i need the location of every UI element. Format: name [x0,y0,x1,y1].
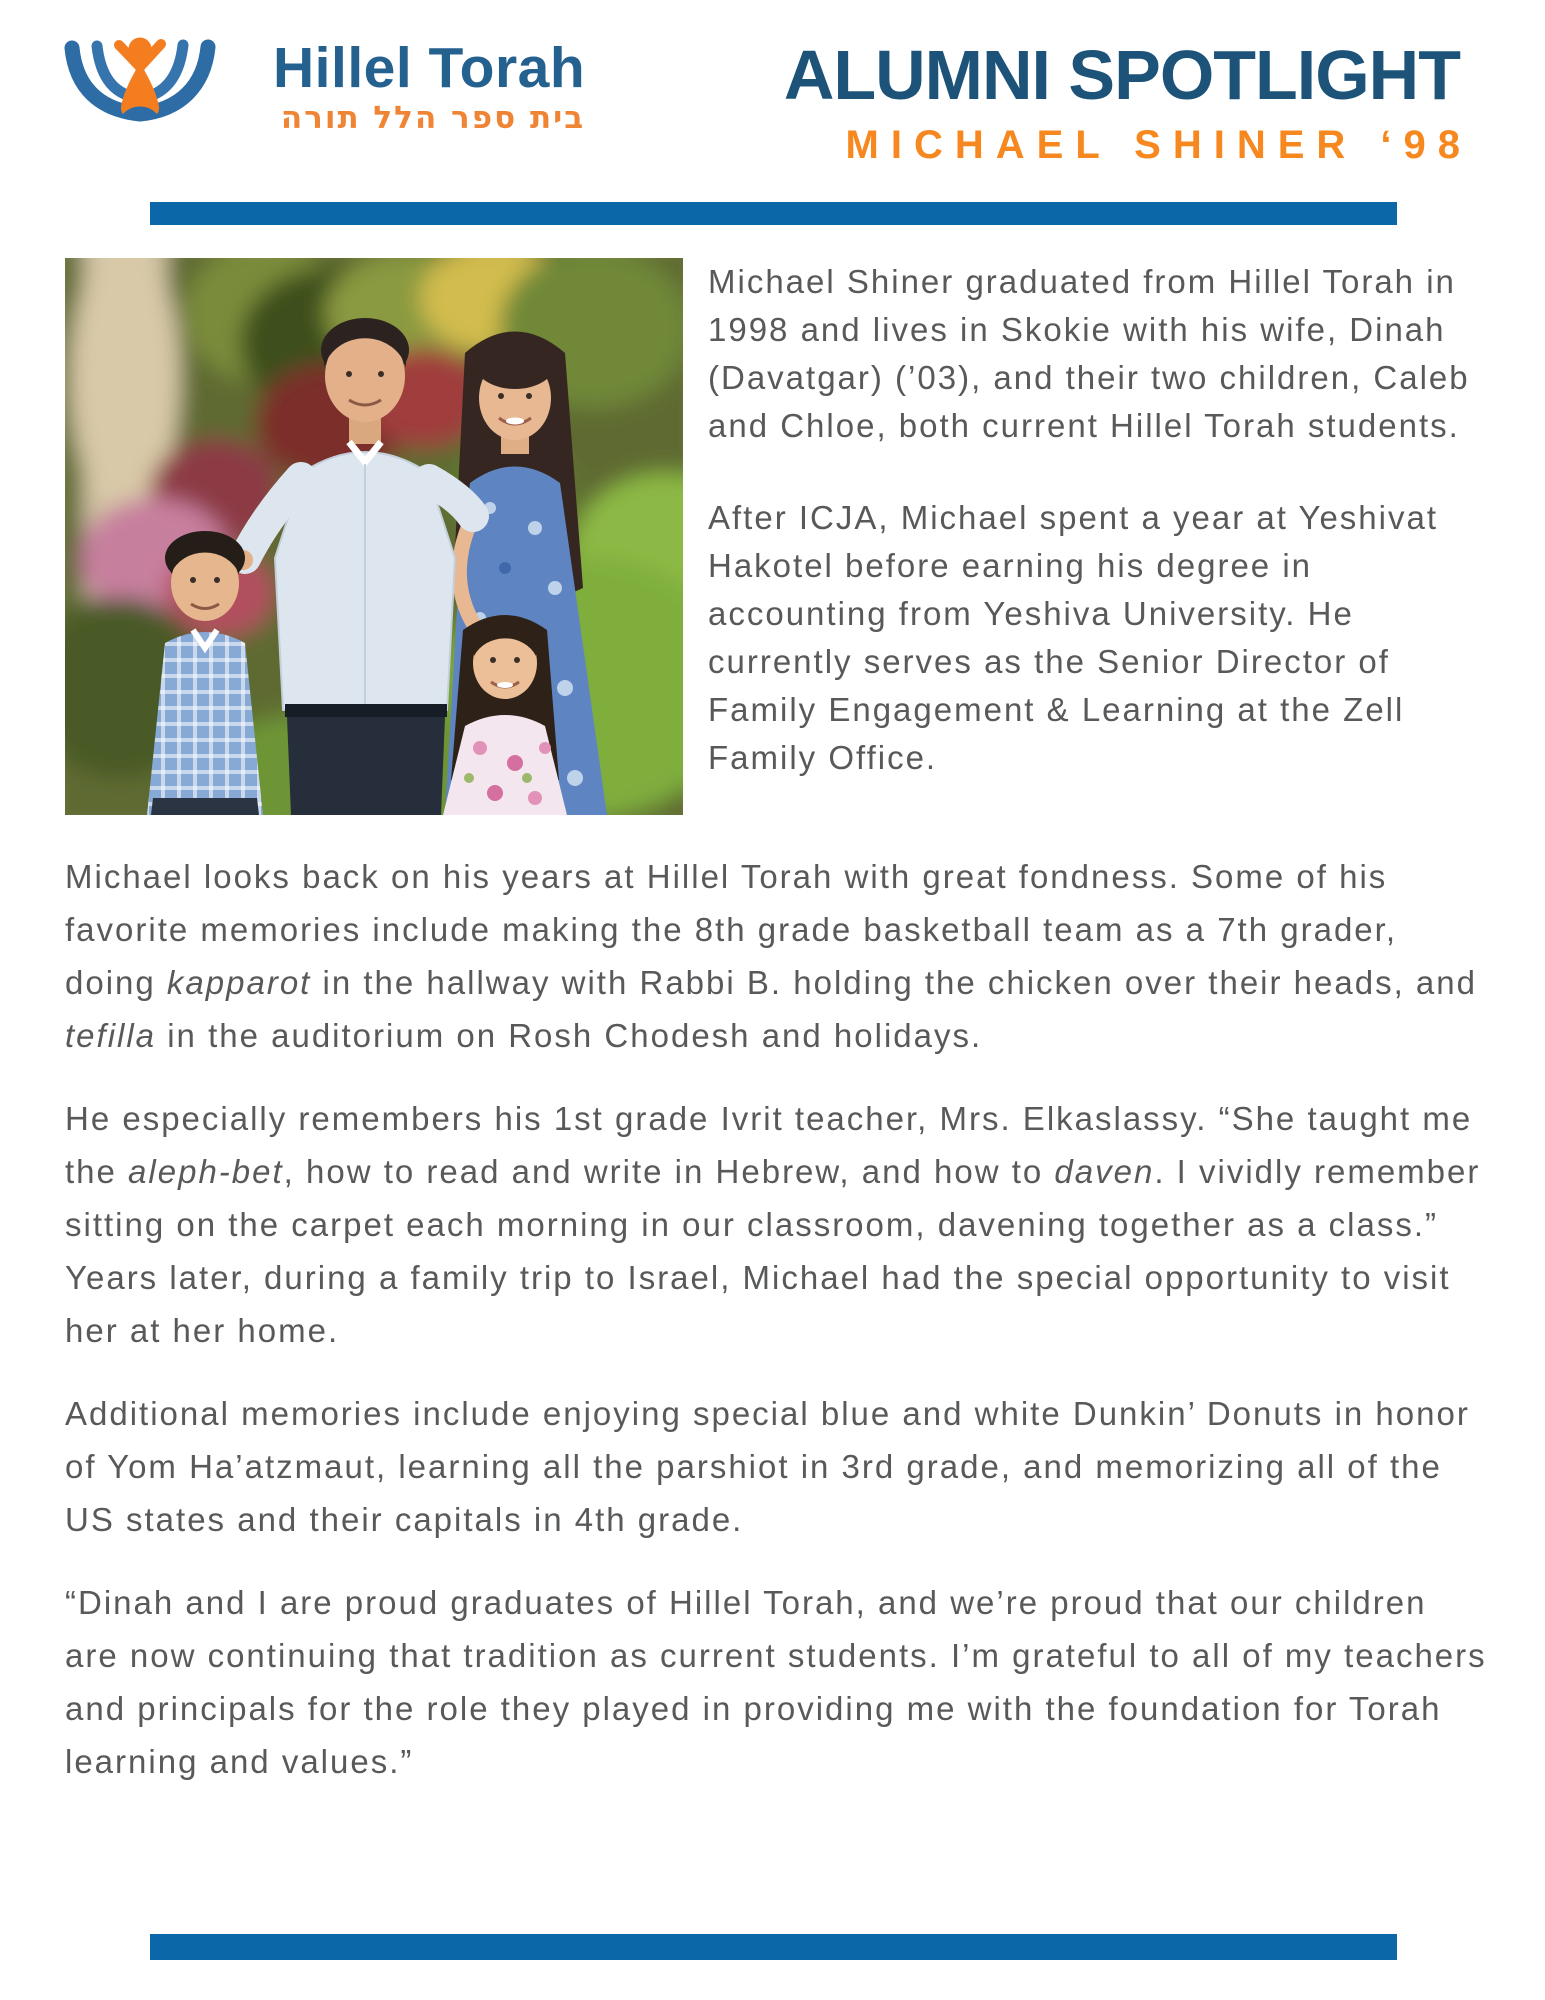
masthead [783,36,1472,167]
logo-name: Hillel Torah [273,36,586,100]
top-divider-bar [150,202,1397,225]
logo-hebrew-text: בית ספר הלל תורה [280,100,586,136]
paragraph: Michael Shiner graduated from Hillel Torah in 1998 and lives in Skokie with his wife, Dinah (Davatgar) (’03), and their two children, Caleb and Chloe, both current Hillel Torah students. [708,263,1470,444]
body-text [65,850,1490,1788]
paragraph: Michael looks back on his years at Hillel Torah with great fondness. Some of his favorite memories include making the 8th grade basketball team as a 7th grader, doing kapparot in the hallway with Rabbi B. holding the chicken over their heads, and tefilla in the auditorium on Rosh Chodesh and holidays. [65,858,1477,1054]
article [65,258,1490,1818]
lead-section [65,258,1490,826]
bottom-divider-bar [150,1934,1397,1960]
hillel-torah-wordmark [273,36,586,136]
paragraph: Additional memories include enjoying special blue and white Dunkin’ Donuts in honor of Yom Ha’atzmaut, learning all the parshiot in 3rd grade, and memorizing all of the US states and their capitals in 4th grade. [65,1395,1470,1538]
paragraph: “Dinah and I are proud graduates of Hillel Torah, and we’re proud that our children are now continuing that tradition as current students. I’m grateful to all of my teachers and principals for the role they played in providing me with the foundation for Torah learning and values.” [65,1584,1487,1780]
family-photo [65,258,683,815]
paragraph: After ICJA, Michael spent a year at Yeshivat Hakotel before earning his degree in accounting from Yeshiva University. He currently serves as the Senior Director of Family Engagement & Learning at the Zell Family Office. [708,499,1439,776]
hillel-torah-logo-icon [62,36,218,137]
paragraph: He especially remembers his 1st grade Ivrit teacher, Mrs. Elkaslassy. “She taught me the aleph-bet, how to read and write in Hebrew, and how to daven. I vividly remember sitting on the carpet each morning in our classroom, davening together as a class.” Years later, during a family trip to Israel, Michael had the special opportunity to visit her at her home. [65,1100,1481,1349]
page-subtitle: MICHAEL SHINER ‘98 [845,123,1472,167]
page-title: ALUMNI SPOTLIGHT [783,36,1460,114]
lead-text-column [708,258,1490,826]
menorah-figure-icon [62,36,218,136]
